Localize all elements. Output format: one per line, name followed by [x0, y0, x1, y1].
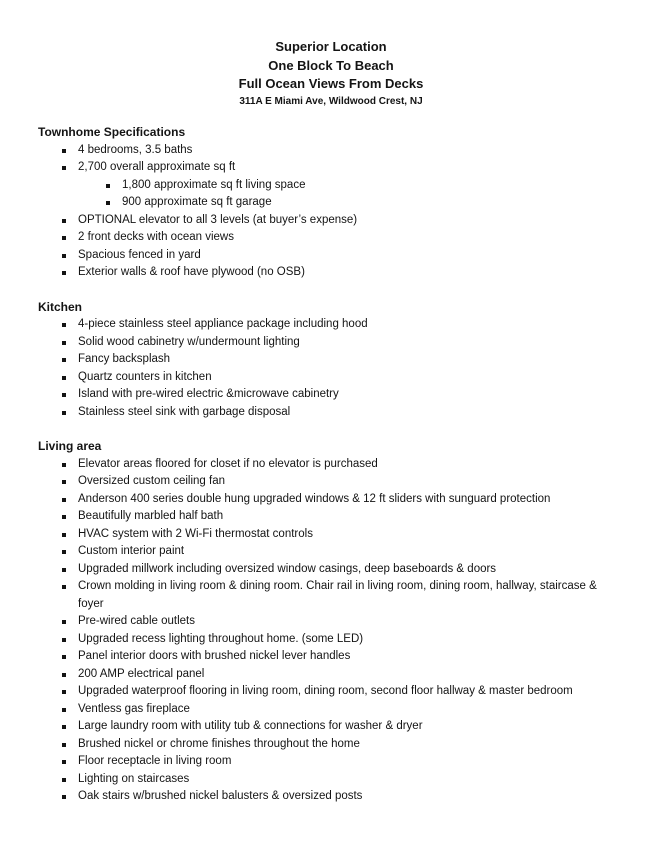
bullet-icon	[62, 778, 66, 782]
list-item	[38, 491, 624, 509]
bullet-icon	[62, 620, 66, 624]
bullet-icon	[62, 585, 66, 589]
list-item	[38, 316, 624, 334]
list-item	[38, 247, 624, 265]
list-item	[38, 613, 624, 631]
list-item-text: Anderson 400 series double hung upgraded windows & 12 ft sliders with sunguard protection	[78, 492, 551, 505]
bullet-list	[38, 142, 624, 282]
list-item	[38, 701, 624, 719]
list-item	[38, 718, 624, 736]
bullet-icon	[62, 463, 66, 467]
header-address: 311A E Miami Ave, Wildwood Crest, NJ	[239, 95, 423, 107]
list-item-text: Exterior walls & roof have plywood (no OSB)	[78, 266, 305, 278]
list-item-text: Brushed nickel or chrome finishes throughout the home	[78, 737, 360, 750]
bullet-list	[38, 316, 624, 421]
bullet-icon	[62, 760, 66, 764]
bullet-icon	[62, 358, 66, 362]
list-item	[38, 543, 624, 561]
bullet-icon	[62, 795, 66, 799]
document-header	[38, 38, 624, 110]
bullet-icon	[62, 149, 66, 153]
bullet-icon	[62, 411, 66, 415]
bullet-icon	[62, 743, 66, 747]
list-item-text: 2,700 overall approximate sq ft	[78, 161, 236, 173]
list-item-text: Custom interior paint	[78, 545, 185, 557]
section-kitchen	[38, 299, 624, 422]
list-item	[38, 369, 624, 387]
list-item-text: Panel interior doors with brushed nickel lever handles	[78, 650, 351, 662]
list-item	[38, 229, 624, 247]
list-item-text: Elevator areas floored for closet if no elevator is purchased	[78, 457, 378, 470]
list-item-text: Oversized custom ceiling fan	[78, 475, 226, 487]
list-item	[38, 473, 624, 491]
list-item-text: Fancy backsplash	[78, 353, 171, 365]
bullet-icon	[62, 550, 66, 554]
bullet-icon	[62, 708, 66, 712]
list-item	[38, 351, 624, 369]
list-subitem	[38, 177, 624, 195]
list-item-text: 1,800 approximate sq ft living space	[122, 178, 306, 191]
bullet-icon	[62, 690, 66, 694]
list-item	[38, 736, 624, 754]
bullet-icon	[62, 376, 66, 380]
list-item-text: Large laundry room with utility tub & connections for washer & dryer	[78, 720, 423, 732]
list-item	[38, 404, 624, 422]
list-item-text: Crown molding in living room & dining room. Chair rail in living room, dining room, hallway, staircase & foyer	[78, 580, 597, 610]
section-title: Townhome Specifications	[38, 125, 186, 139]
list-item-text: 4-piece stainless steel appliance package including hood	[78, 318, 368, 330]
bullet-icon	[62, 271, 66, 275]
list-item	[38, 666, 624, 684]
list-item-text: Quartz counters in kitchen	[78, 370, 212, 383]
list-item-text: Upgraded waterproof flooring in living room, dining room, second floor hallway & master bedroom	[78, 685, 573, 697]
list-item-text: 200 AMP electrical panel	[78, 667, 205, 680]
bullet-icon	[62, 341, 66, 345]
list-item	[38, 212, 624, 230]
list-item	[38, 159, 624, 177]
bullet-icon	[62, 673, 66, 677]
section-townhome-specifications	[38, 124, 624, 282]
list-item-text: Stainless steel sink with garbage disposal	[78, 405, 291, 418]
bullet-icon	[62, 533, 66, 537]
bullet-icon	[106, 201, 110, 205]
list-item-text: Lighting on staircases	[78, 772, 190, 785]
section-title: Kitchen	[38, 299, 83, 314]
bullet-icon	[62, 498, 66, 502]
bullet-icon	[62, 725, 66, 729]
list-item-text: Floor receptacle in living room	[78, 755, 232, 767]
bullet-icon	[62, 219, 66, 223]
bullet-icon	[62, 323, 66, 327]
list-item	[38, 631, 624, 649]
list-item-text: Spacious fenced in yard	[78, 248, 201, 261]
list-item	[38, 508, 624, 526]
list-item-text: Island with pre-wired electric &microwave cabinetry	[78, 388, 339, 400]
bullet-icon	[62, 166, 66, 170]
list-item-text: Upgraded millwork including oversized window casings, deep baseboards & doors	[78, 562, 497, 575]
section-title: Living area	[38, 439, 102, 453]
list-item-text: 900 approximate sq ft garage	[122, 196, 272, 208]
list-item	[38, 788, 624, 806]
list-item-text: HVAC system with 2 Wi-Fi thermostat controls	[78, 527, 313, 540]
header-title-line: Superior Location	[275, 39, 387, 54]
list-item	[38, 648, 624, 666]
list-item-text: Solid wood cabinetry w/undermount lighting	[78, 335, 300, 348]
list-item	[38, 142, 624, 160]
list-item	[38, 526, 624, 544]
bullet-icon	[62, 480, 66, 484]
list-item-text: Ventless gas fireplace	[78, 702, 190, 715]
list-item	[38, 578, 624, 613]
bullet-icon	[62, 254, 66, 258]
list-item	[38, 753, 624, 771]
bullet-list	[38, 456, 624, 806]
section-living-area	[38, 438, 624, 806]
list-item-text: Upgraded recess lighting throughout home. (some LED)	[78, 632, 364, 645]
list-item	[38, 264, 624, 282]
list-item	[38, 334, 624, 352]
list-item-text: Oak stairs w/brushed nickel balusters & oversized posts	[78, 790, 363, 802]
list-item	[38, 561, 624, 579]
list-item	[38, 386, 624, 404]
bullet-icon	[62, 393, 66, 397]
list-item-text: Beautifully marbled half bath	[78, 510, 224, 522]
bullet-icon	[62, 568, 66, 572]
list-item-text: 2 front decks with ocean views	[78, 231, 234, 243]
list-item-text: Pre-wired cable outlets	[78, 615, 195, 627]
list-subitem	[38, 194, 624, 212]
bullet-icon	[62, 638, 66, 642]
list-item	[38, 771, 624, 789]
list-item-text: 4 bedrooms, 3.5 baths	[78, 143, 193, 156]
list-item	[38, 683, 624, 701]
bullet-icon	[62, 655, 66, 659]
bullet-icon	[62, 515, 66, 519]
header-title-line: Full Ocean Views From Decks	[238, 76, 424, 91]
bullet-icon	[106, 184, 110, 188]
list-item-text: OPTIONAL elevator to all 3 levels (at buyer’s expense)	[78, 213, 358, 226]
list-item	[38, 456, 624, 474]
bullet-icon	[62, 236, 66, 240]
header-title-line: One Block To Beach	[268, 57, 394, 73]
